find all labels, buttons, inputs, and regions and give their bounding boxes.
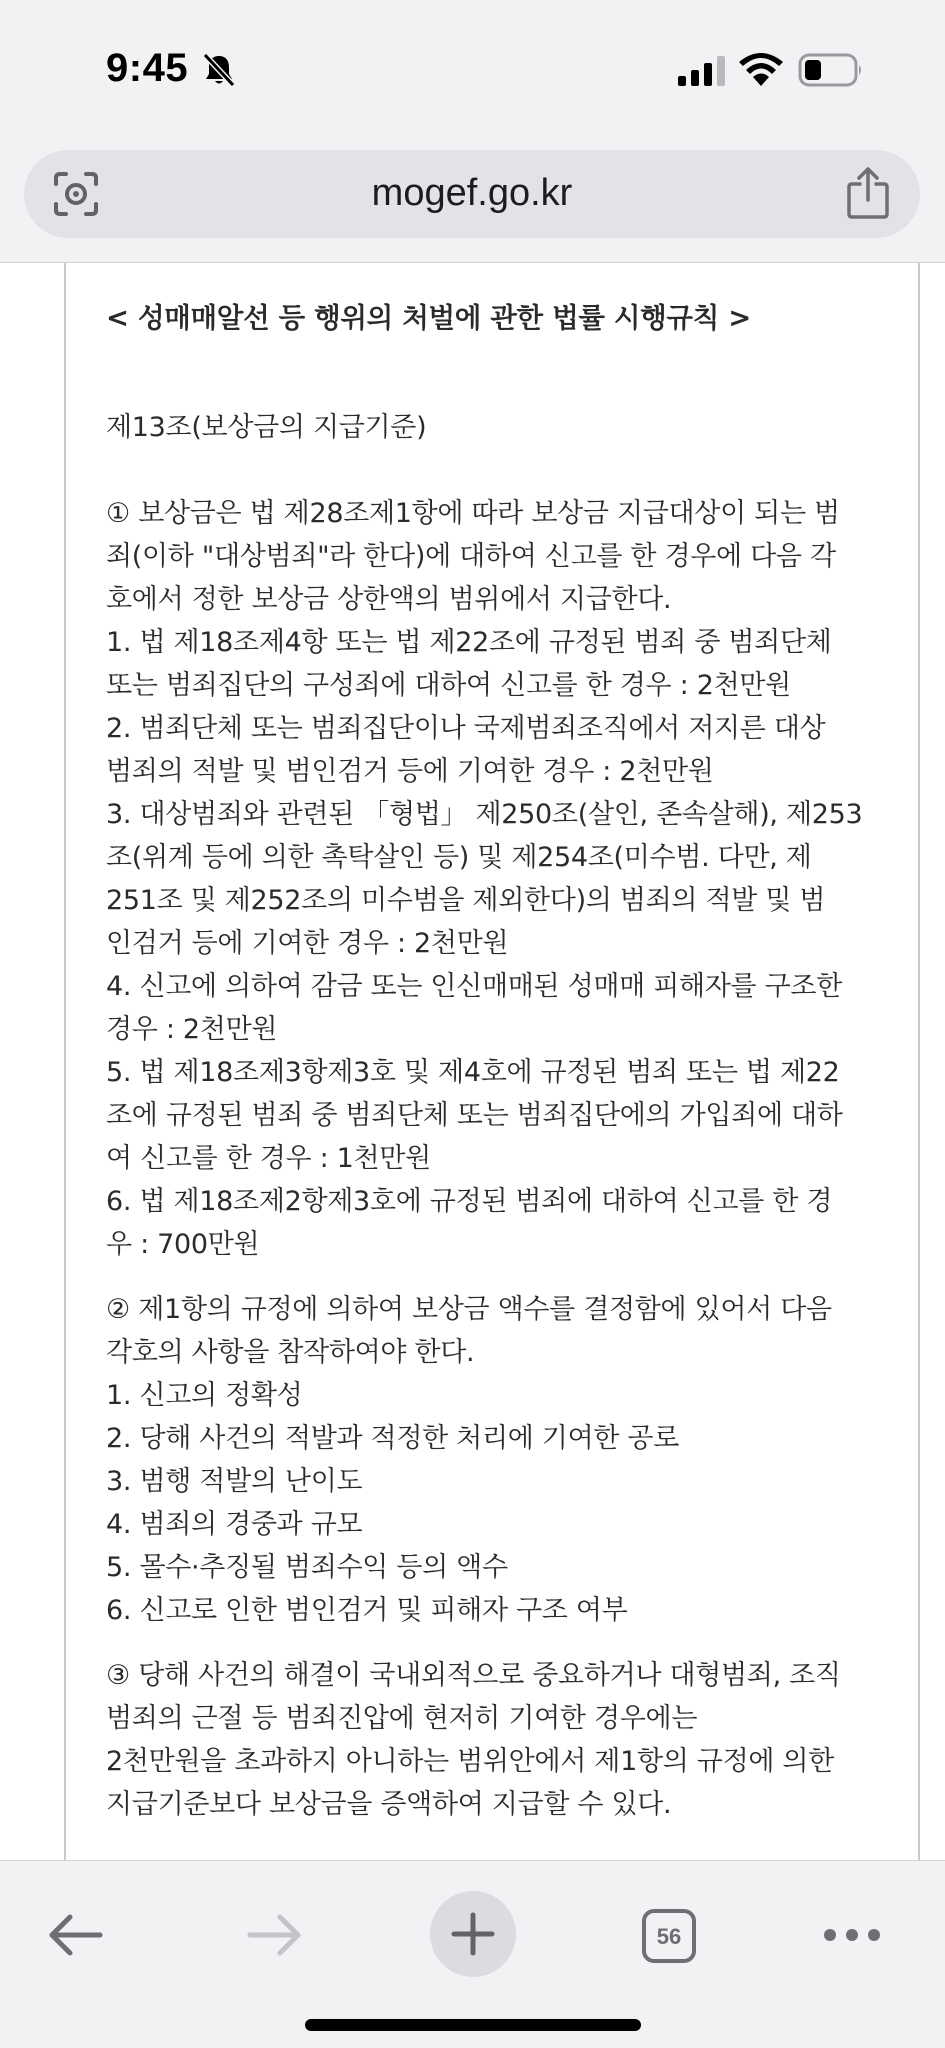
share-icon[interactable] xyxy=(844,166,892,220)
paragraph-line: 4. 신고에 의하여 감금 또는 인신매매된 성매매 피해자를 구조한 xyxy=(106,971,842,1002)
tabs-button[interactable] xyxy=(642,1909,696,1963)
paragraph-line: 6. 법 제18조제2항제3호에 규정된 범죄에 대하여 신고를 한 경 xyxy=(106,1186,833,1217)
forward-arrow-icon[interactable] xyxy=(244,1907,304,1963)
home-indicator[interactable] xyxy=(305,2019,641,2031)
document-title: < 성매매알선 등 행위의 처벌에 관한 법률 시행규칙 > xyxy=(106,302,751,334)
paragraph-line: 각호의 사항을 참작하여야 한다. xyxy=(106,1337,475,1368)
paragraph-line: 3. 범행 적발의 난이도 xyxy=(106,1466,363,1497)
wifi-icon xyxy=(738,52,784,88)
new-tab-button[interactable] xyxy=(430,1891,516,1977)
paragraph-line: 호에서 정한 보상금 상한액의 범위에서 지급한다. xyxy=(106,584,672,615)
plus-icon xyxy=(451,1912,495,1956)
paragraph-2 xyxy=(106,1288,876,1632)
tab-count: 56 xyxy=(656,1924,682,1949)
paragraph-3 xyxy=(106,1654,876,1826)
battery-icon xyxy=(798,52,864,88)
paragraph-line: ② 제1항의 규정에 의하여 보상금 액수를 결정함에 있어서 다음 xyxy=(106,1294,832,1325)
law-document xyxy=(106,297,876,1826)
paragraph-line: 지급기준보다 보상금을 증액하여 지급할 수 있다. xyxy=(106,1789,672,1820)
paragraph-line: 경우 : 2천만원 xyxy=(106,1014,278,1045)
paragraph-line: 251조 및 제252조의 미수범을 제외한다)의 범죄의 적발 및 범 xyxy=(106,885,826,916)
paragraph-line: 죄(이하 "대상범죄"라 한다)에 대하여 신고를 한 경우에 다음 각 xyxy=(106,541,836,572)
paragraph-line: ③ 당해 사건의 해결이 국내외적으로 중요하거나 대형범죄, 조직 xyxy=(106,1660,841,1691)
paragraph-line: 우 : 700만원 xyxy=(106,1229,260,1260)
paragraph-line: 6. 신고로 인한 범인검거 및 피해자 구조 여부 xyxy=(106,1595,628,1626)
paragraph-line: 조(위계 등에 의한 촉탁살인 등) 및 제254조(미수범. 다만, 제 xyxy=(106,842,812,873)
paragraph-1 xyxy=(106,492,876,1266)
paragraph-line: 4. 범죄의 경중과 규모 xyxy=(106,1509,363,1540)
status-bar xyxy=(0,0,945,130)
paragraph-line: 3. 대상범죄와 관련된 「형법」 제250조(살인, 존속살해), 제253 xyxy=(106,799,863,830)
clock-time: 9:45 xyxy=(106,46,189,90)
article-heading: 제13조(보상금의 지급기준) xyxy=(106,412,427,443)
web-page-content[interactable] xyxy=(0,263,945,1860)
address-bar[interactable] xyxy=(24,150,920,238)
paragraph-line: 1. 법 제18조제4항 또는 법 제22조에 규정된 범죄 중 범죄단체 xyxy=(106,627,832,658)
document-frame xyxy=(64,263,920,1860)
paragraph-line: 또는 범죄집단의 구성죄에 대하여 신고를 한 경우 : 2천만원 xyxy=(106,670,791,701)
paragraph-line: 5. 법 제18조제3항제3호 및 제4호에 규정된 범죄 또는 법 제22 xyxy=(106,1057,840,1088)
signal-icon xyxy=(678,56,728,86)
paragraph-line: 범죄의 근절 등 범죄진압에 현저히 기여한 경우에는 xyxy=(106,1703,698,1734)
paragraph-line: 2천만원을 초과하지 아니하는 범위안에서 제1항의 규정에 의한 xyxy=(106,1746,835,1777)
bell-off-icon xyxy=(202,52,236,88)
paragraph-line: 2. 범죄단체 또는 범죄집단이나 국제범죄조직에서 저지른 대상 xyxy=(106,713,826,744)
url-text[interactable]: mogef.go.kr xyxy=(371,172,573,214)
paragraph-line: 1. 신고의 정확성 xyxy=(106,1380,303,1411)
paragraph-line: 조에 규정된 범죄 중 범죄단체 또는 범죄집단에의 가입죄에 대하 xyxy=(106,1100,843,1131)
paragraph-line: 범죄의 적발 및 범인검거 등에 기여한 경우 : 2천만원 xyxy=(106,756,714,787)
bottom-toolbar xyxy=(0,1860,945,2048)
paragraph-line: 5. 몰수·추징될 범죄수익 등의 액수 xyxy=(106,1552,508,1583)
back-arrow-icon[interactable] xyxy=(46,1907,106,1963)
paragraph-line: 여 신고를 한 경우 : 1천만원 xyxy=(106,1143,431,1174)
paragraph-line: 2. 당해 사건의 적발과 적정한 처리에 기여한 공로 xyxy=(106,1423,679,1454)
more-icon[interactable] xyxy=(822,1923,882,1947)
paragraph-line: ① 보상금은 법 제28조제1항에 따라 보상금 지급대상이 되는 범 xyxy=(106,498,840,529)
paragraph-line: 인검거 등에 기여한 경우 : 2천만원 xyxy=(106,928,509,959)
